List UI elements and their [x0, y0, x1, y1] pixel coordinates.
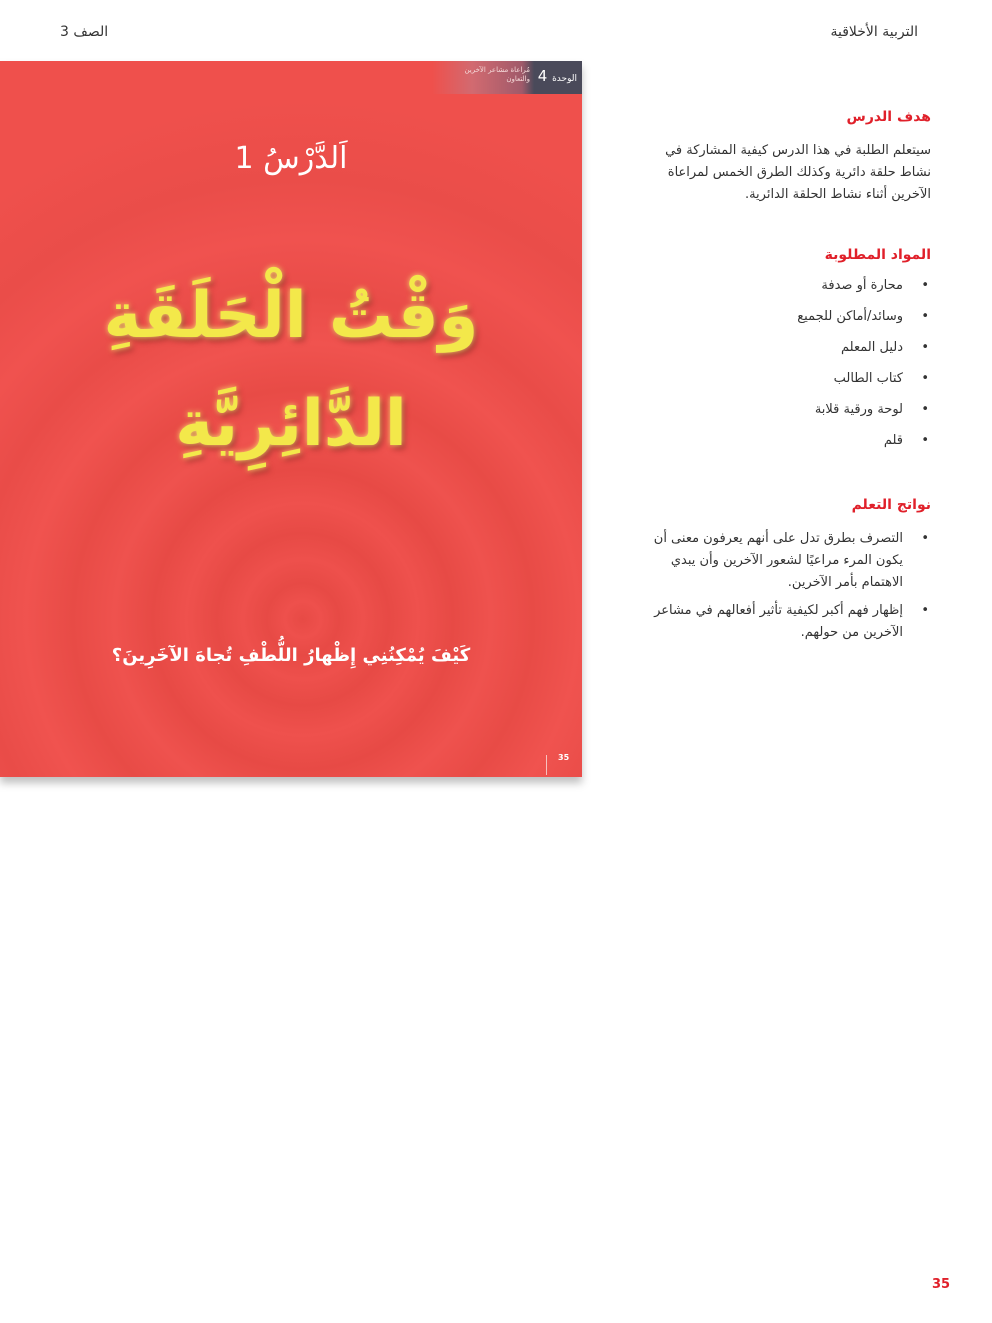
cover-title-line-2: الدَّائِرِيَّةِ	[175, 387, 407, 461]
lesson-label: اَلدَّرْسُ 1	[234, 141, 348, 176]
list-item: • التصرف بطرق تدل على أنهم يعرفون معنى أن يكون المرء مراعيًا لشعور الآخرين وأن يبدي الاهتمام بأمر الآخرين.	[631, 528, 931, 594]
list-item: • إظهار فهم أكبر لكيفية تأثير أفعالهم في مشاعر الآخرين من حولهم.	[631, 600, 931, 644]
outcomes-heading: نواتج التعلم	[851, 497, 931, 513]
cover-page-number: 35	[558, 753, 570, 762]
list-item: • وسائد/أماكن للجميع	[631, 309, 931, 340]
list-item: • قلم	[631, 433, 931, 464]
unit-label: الوحدة	[552, 74, 577, 84]
list-item: • لوحة ورقية قلابة	[631, 402, 931, 433]
list-item: • دليل المعلم	[631, 340, 931, 371]
goal-heading: هدف الدرس	[846, 109, 931, 125]
materials-heading: المواد المطلوبة	[824, 247, 931, 263]
materials-list	[631, 278, 931, 464]
unit-number	[538, 67, 577, 85]
goal-text: سيتعلم الطلبة في هذا الدرس كيفية المشاركة في نشاط حلقة دائرية وكذلك الطرق الخمس لمراعاة الآخرين أثناء نشاط الحلقة الدائرية.	[665, 143, 931, 202]
outcomes-list	[631, 528, 931, 650]
subject-title: التربية الأخلاقية	[830, 24, 918, 40]
list-item: • محارة أو صدفة	[631, 278, 931, 309]
cover-title-line-1: وَقْتُ الْحَلَقَةِ	[103, 279, 479, 353]
list-item: • كتاب الطالب	[631, 371, 931, 402]
unit-number-value: 4	[537, 67, 548, 85]
unit-tag	[432, 61, 582, 94]
page-number: 35	[932, 1277, 951, 1292]
cover-question: كَيْفَ يُمْكِنُنِي إِظْهارُ اللُّطْفِ تُجاهَ الآخَرِينَ؟	[111, 645, 471, 666]
cover-page-divider	[546, 755, 547, 775]
unit-subtitle: مُراعاة مشاعر الآخرين والتعاون	[464, 66, 530, 83]
grade-label: الصف 3	[60, 24, 109, 40]
cover-image	[0, 61, 582, 777]
